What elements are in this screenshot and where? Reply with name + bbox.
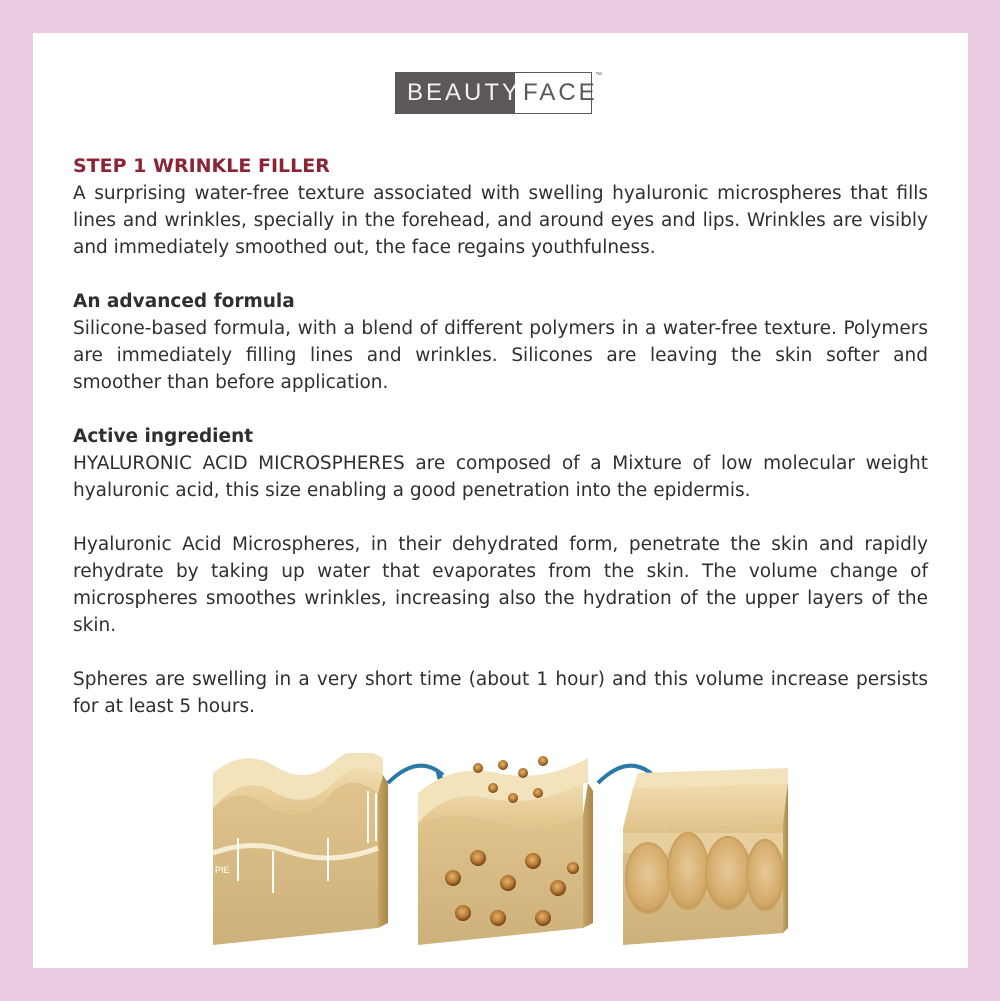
skin-block-wrinkled bbox=[213, 753, 388, 945]
ingredient-heading: Active ingredient bbox=[73, 426, 254, 447]
logo-beauty: BEAUTY bbox=[395, 72, 515, 114]
skin-block-smoothed bbox=[623, 768, 788, 945]
arrow-icon bbox=[388, 766, 443, 783]
illustration-label: PIE bbox=[215, 865, 230, 875]
formula-heading: An advanced formula bbox=[73, 291, 295, 312]
article-body bbox=[73, 153, 928, 720]
skin-block-microspheres bbox=[418, 756, 593, 945]
brand-logo bbox=[395, 72, 602, 114]
page-title: STEP 1 WRINKLE FILLER bbox=[73, 155, 330, 177]
skin-illustration bbox=[213, 753, 788, 945]
ingredient-paragraph: HYALURONIC ACID MICROSPHERES are composed of a Mixture of low molecular weight hyaluronic acid, this size enabling a good penetration into the epidermis. bbox=[73, 453, 928, 501]
intro-paragraph: A surprising water-free texture associated with swelling hyaluronic microspheres that fills lines and wrinkles, specially in the forehead, and around eyes and lips. Wrinkles are visibly and immediately smoothed out, the face regains youthfulness. bbox=[73, 183, 928, 258]
swelling-paragraph: Spheres are swelling in a very short time (about 1 hour) and this volume increase persists for at least 5 hours. bbox=[73, 669, 928, 717]
formula-paragraph: Silicone-based formula, with a blend of different polymers in a water-free texture. Polymers are immediately filling lines and wrinkles. Silicones are leaving the skin softer and smoother than before application. bbox=[73, 318, 928, 393]
logo-face: FACE bbox=[515, 72, 592, 114]
logo-trademark: ™ bbox=[595, 72, 602, 79]
content-card bbox=[33, 33, 968, 968]
rehydrate-paragraph: Hyaluronic Acid Microspheres, in their dehydrated form, penetrate the skin and rapidly rehydrate by taking up water that evaporates from the skin. The volume change of microspheres smoothes wrinkles, increasing also the hydration of the upper layers of the skin. bbox=[73, 534, 928, 636]
